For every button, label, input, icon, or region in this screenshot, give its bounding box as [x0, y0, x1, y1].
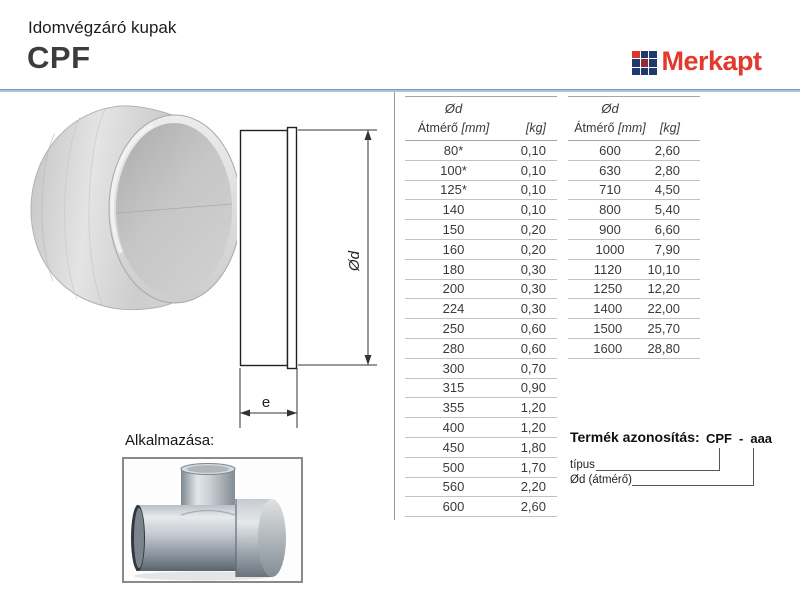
weight-cell: 2,20: [520, 479, 546, 495]
table-row: [405, 181, 557, 201]
weight-cell: 10,10: [647, 261, 680, 277]
diameter-cell: 630: [599, 162, 621, 178]
diameter-cell: 710: [599, 182, 621, 198]
diameter-cell: 500: [442, 459, 465, 475]
product-code-suffix: aaa: [750, 431, 773, 446]
page-subtitle: Idomvégzáró kupak: [28, 18, 177, 37]
diameter-label: Átmérő: [574, 120, 615, 135]
table-row: [568, 299, 700, 319]
weight-cell: 1,70: [520, 459, 546, 475]
weight-cell: 0,10: [520, 202, 546, 218]
weight-cell: 0,20: [520, 241, 546, 257]
weight-cell: 0,10: [520, 142, 546, 158]
table-row: [405, 478, 557, 498]
weight-cell: 1,80: [520, 439, 546, 455]
diameter-cell: 450: [442, 439, 465, 455]
diameter-cell: 1250: [593, 281, 623, 297]
diameter-symbol: Ød: [601, 101, 619, 116]
diameter-cell: 1600: [593, 340, 623, 356]
connector-line-diameter: [632, 448, 754, 486]
product-code: [706, 431, 772, 446]
weight-cell: 6,60: [654, 222, 680, 238]
diameter-label: Átmérő: [417, 120, 459, 135]
weight-cell: 28,80: [647, 340, 680, 356]
header-rule: [0, 89, 800, 92]
table-row: [405, 299, 557, 319]
diameter-cell: 250: [442, 321, 465, 337]
weight-cell: 12,20: [647, 281, 680, 297]
table-row: [405, 497, 557, 517]
diameter-cell: 180: [442, 261, 465, 277]
legend-type: típus: [570, 459, 595, 471]
weight-table-right: [568, 96, 700, 359]
table-header: [568, 96, 700, 141]
application-label: Alkalmazása:: [125, 432, 215, 449]
diameter-cell: 900: [599, 222, 621, 238]
weight-unit: [kg]: [659, 120, 680, 135]
diameter-dimension-label: Ød: [346, 250, 363, 272]
diameter-cell: 280: [442, 340, 465, 356]
diameter-cell: 150: [442, 222, 465, 238]
table-row: [405, 458, 557, 478]
table-row: [405, 141, 557, 161]
table-row: [405, 359, 557, 379]
merkapt-grid-icon: [632, 51, 657, 76]
legend-diameter: Ød (átmérő): [570, 474, 632, 486]
brand-name: Merkapt: [661, 46, 762, 76]
diameter-cell: 160: [442, 241, 465, 257]
diameter-unit: [mm]: [461, 120, 490, 135]
table-row: [568, 200, 700, 220]
diameter-cell: 140: [442, 202, 465, 218]
side-view-drawing: [225, 115, 400, 460]
application-photo-frame: [122, 457, 303, 583]
weight-cell: 0,30: [520, 281, 546, 297]
diameter-cell: 1120: [593, 261, 622, 277]
table-row: [405, 319, 557, 339]
table-row: [568, 240, 700, 260]
table-row: [405, 418, 557, 438]
diameter-cell: 1500: [593, 321, 623, 337]
diameter-cell: 800: [599, 202, 621, 218]
weight-unit: [kg]: [525, 120, 546, 135]
diameter-cell: 1000: [595, 241, 625, 257]
diameter-cell: 315: [442, 380, 465, 396]
weight-table-left: [405, 96, 557, 517]
table-row: [405, 438, 557, 458]
weight-cell: 0,10: [520, 182, 546, 198]
product-code-prefix: CPF: [706, 431, 732, 446]
weight-cell: 25,70: [647, 321, 680, 337]
weight-cell: 0,60: [520, 321, 546, 337]
table-row: [405, 398, 557, 418]
weight-cell: 2,60: [520, 499, 546, 515]
diameter-cell: 100*: [440, 162, 467, 178]
diameter-cell: 200: [442, 281, 465, 297]
diameter-unit: [mm]: [618, 120, 646, 135]
diameter-cell: 560: [442, 479, 465, 495]
table-row: [405, 240, 557, 260]
table-row: [405, 339, 557, 359]
diameter-cell: 400: [442, 420, 465, 436]
weight-cell: 2,60: [654, 142, 680, 158]
table-row: [568, 141, 700, 161]
weight-cell: 0,70: [520, 360, 546, 376]
weight-cell: 0,30: [520, 301, 546, 317]
table-row: [568, 260, 700, 280]
weight-cell: 1,20: [520, 420, 546, 436]
product-photo: [25, 103, 237, 315]
weight-cell: 4,50: [654, 182, 680, 198]
table-row: [568, 280, 700, 300]
diameter-cell: 80*: [443, 142, 464, 158]
diameter-cell: 355: [442, 400, 465, 416]
product-id-label: Termék azonosítás:: [570, 429, 700, 445]
diameter-cell: 600: [442, 499, 465, 515]
table-row: [405, 280, 557, 300]
weight-cell: 0,30: [520, 261, 546, 277]
weight-cell: 0,90: [520, 380, 546, 396]
table-row: [405, 200, 557, 220]
weight-cell: 1,20: [520, 400, 546, 416]
table-row: [568, 161, 700, 181]
weight-cell: 0,60: [520, 340, 546, 356]
table-row: [405, 379, 557, 399]
diameter-cell: 125*: [440, 182, 467, 198]
diameter-cell: 600: [599, 142, 621, 158]
diameter-cell: 224: [442, 301, 465, 317]
table-row: [405, 260, 557, 280]
table-row: [405, 161, 557, 181]
diameter-symbol: Ød: [444, 101, 463, 116]
table-row: [568, 181, 700, 201]
weight-cell: 2,80: [654, 162, 680, 178]
table-row: [405, 220, 557, 240]
table-row: [568, 339, 700, 359]
depth-dimension-label: e: [261, 394, 271, 411]
page-title: CPF: [27, 40, 91, 75]
weight-cell: 7,90: [654, 241, 680, 257]
weight-cell: 0,20: [520, 222, 546, 238]
table-row: [568, 220, 700, 240]
product-code-separator: -: [739, 431, 744, 446]
diameter-cell: 300: [442, 360, 465, 376]
diameter-cell: 1400: [593, 301, 623, 317]
brand-logo: [632, 46, 762, 77]
application-photo: [124, 459, 301, 581]
weight-cell: 0,10: [520, 162, 546, 178]
weight-cell: 5,40: [654, 202, 680, 218]
weight-cell: 22,00: [647, 301, 680, 317]
table-row: [568, 319, 700, 339]
table-header: [405, 96, 557, 141]
